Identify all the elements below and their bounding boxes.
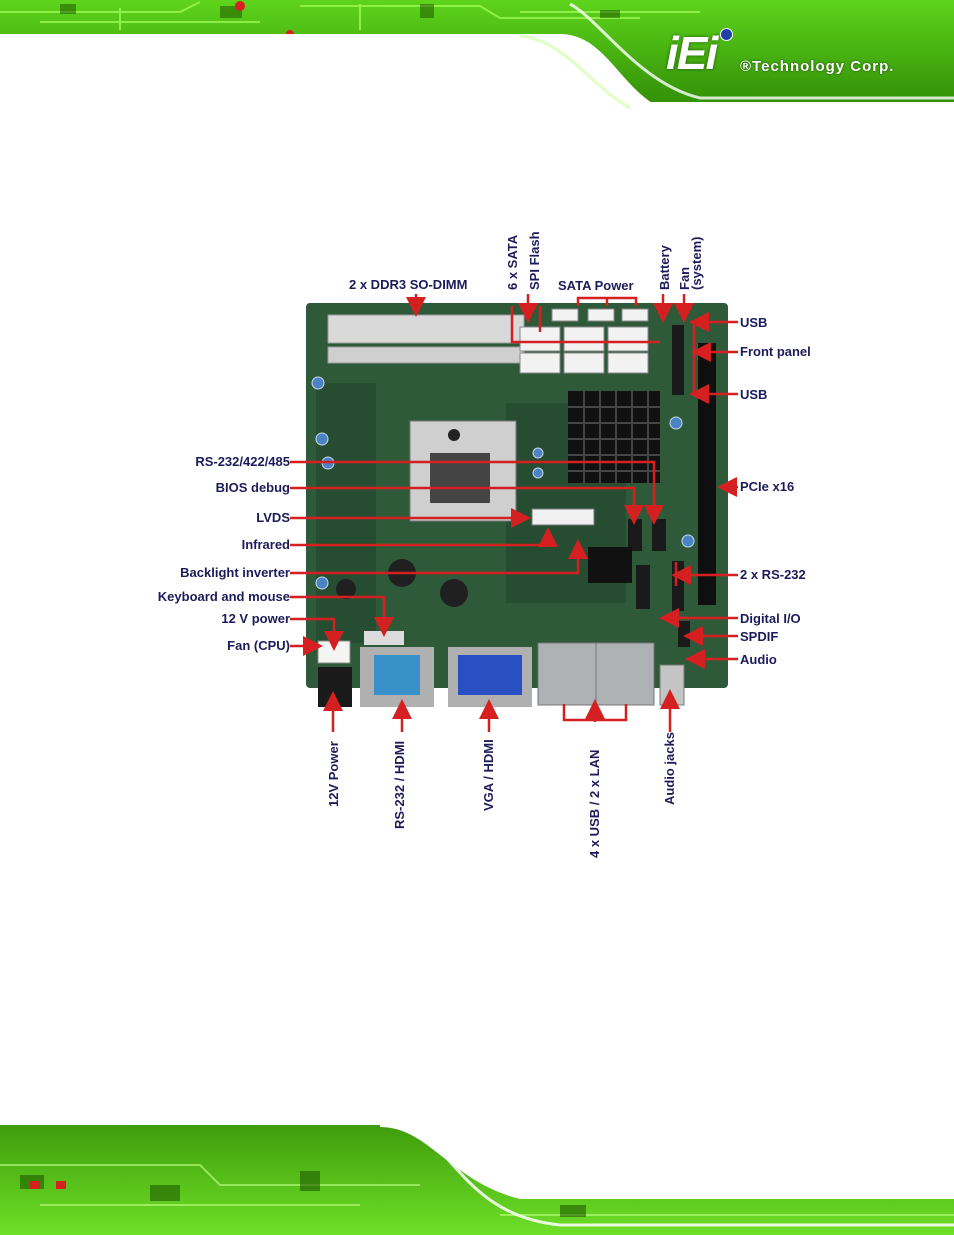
label-audio-jacks: Audio jacks (662, 732, 677, 805)
label-backlight-inverter: Backlight inverter (180, 565, 290, 580)
label-keyboard-mouse: Keyboard and mouse (157, 589, 290, 604)
label-sata-power: SATA Power (558, 278, 634, 293)
label-rs232-hdmi: RS-232 / HDMI (392, 740, 407, 829)
label-bios-debug: BIOS debug (215, 480, 290, 495)
brand-logo (660, 24, 950, 84)
label-rs232-422-485: RS-232/422/485 (195, 454, 290, 469)
label-battery: Battery (657, 245, 672, 290)
header-banner (0, 0, 954, 112)
label-spdif: SPDIF (740, 629, 779, 644)
label-audio: Audio (740, 652, 777, 667)
label-front-panel: Front panel (740, 344, 811, 359)
label-usb-lan: 4 x USB / 2 x LAN (587, 749, 602, 858)
label-fan-system-2: (system) (689, 236, 704, 290)
label-pcie-x16: PCIe x16 (740, 479, 795, 494)
label-infrared: Infrared (241, 537, 290, 552)
label-lvds: LVDS (256, 510, 290, 525)
label-ddr3-sodimm: 2 x DDR3 SO-DIMM (349, 277, 468, 292)
footer-circuit-graphic (0, 1125, 954, 1235)
label-vga-hdmi: VGA / HDMI (481, 739, 496, 811)
label-12v-power-jack: 12V Power (326, 741, 341, 807)
label-digital-io: Digital I/O (740, 611, 801, 626)
label-fan-system-1: Fan (677, 266, 692, 290)
label-usb-top: USB (740, 315, 768, 330)
brand-mark: iEi (666, 27, 717, 79)
logo-dot-icon (720, 28, 733, 41)
label-fan-cpu: Fan (CPU) (227, 638, 290, 653)
label-spi-flash: SPI Flash (527, 231, 542, 290)
label-6x-sata: 6 x SATA (505, 234, 520, 290)
label-2x-rs232: 2 x RS-232 (740, 567, 806, 582)
label-12v-power: 12 V power (221, 611, 290, 626)
footer-banner (0, 1125, 954, 1235)
motherboard-image (306, 303, 728, 715)
label-usb-bottom: USB (740, 387, 768, 402)
brand-company: ®Technology Corp. (740, 58, 895, 75)
